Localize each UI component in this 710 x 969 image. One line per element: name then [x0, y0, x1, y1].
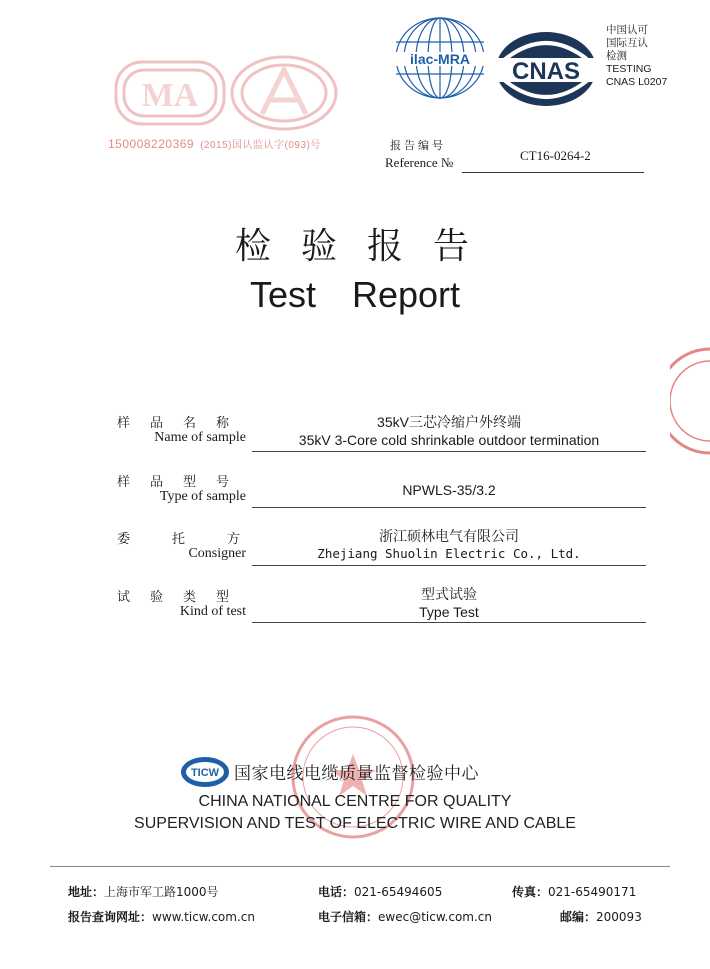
issuer-name-en-line1: CHINA NATIONAL CENTRE FOR QUALITY — [198, 793, 512, 810]
reference-label-en: Reference № — [385, 155, 454, 170]
field-label-en: Kind of test — [179, 604, 246, 619]
footer-fax: 传真：021-65490171 — [512, 885, 637, 899]
email-link[interactable]: ewec@ticw.com.cn — [378, 910, 493, 924]
sample-name-en: 35kV 3-Core cold shrinkable outdoor termination — [298, 432, 600, 448]
issuer-name-cn: 国家电线电缆质量监督检验中心 — [234, 764, 479, 784]
report-title-en: Test Report — [249, 274, 461, 315]
field-underline — [252, 507, 646, 508]
reference-number: CT16-0264-2 — [520, 148, 591, 163]
field-label-cn: 样品型号 — [117, 475, 250, 490]
field-label-cn: 样品名称 — [117, 416, 250, 431]
svg-text:ilac-MRA: ilac-MRA — [410, 51, 470, 67]
footer-website: 报告查询网址：www.ticw.com.cn — [68, 910, 255, 924]
test-kind-cn: 型式试验 — [421, 586, 477, 602]
footer-email: 电子信箱：ewec@ticw.com.cn — [318, 910, 493, 924]
website-link[interactable]: www.ticw.com.cn — [152, 910, 255, 924]
field-underline — [252, 451, 646, 452]
field-label-cn: 委托方 — [117, 532, 283, 547]
footer-divider — [50, 866, 670, 867]
field-underline — [252, 565, 646, 566]
svg-text:MA: MA — [141, 77, 199, 114]
consigner-en: Zhejiang Shuolin Electric Co., Ltd. — [317, 546, 581, 561]
cnas-accreditation-text: 中国认可 国际互认 检测 TESTING CNAS L0207 — [606, 24, 668, 88]
sample-name-cn: 35kV三芯冷缩户外终端 — [377, 414, 521, 430]
field-underline — [252, 622, 646, 623]
ilac-mra-logo-icon — [392, 12, 488, 102]
footer-address: 地址：上海市军工路1000号 — [68, 885, 219, 899]
sample-type-value: NPWLS-35/3.2 — [402, 482, 496, 498]
cma-number: 150008220369 (2015)国认监认字(093)号 — [108, 137, 321, 151]
footer-zip: 邮编：200093 — [560, 910, 642, 924]
ticw-logo-icon — [180, 756, 230, 788]
field-label-en: Type of sample — [159, 489, 246, 504]
field-label-en: Consigner — [188, 546, 246, 561]
consigner-cn: 浙江硕林电气有限公司 — [379, 528, 519, 544]
field-label-cn: 试验类型 — [117, 590, 250, 605]
cma-seal-icon — [112, 52, 342, 134]
svg-text:CNAS: CNAS — [511, 58, 581, 85]
reference-label-cn: 报告编号 — [390, 139, 446, 152]
side-seal-icon — [670, 345, 710, 457]
test-kind-en: Type Test — [419, 604, 479, 620]
cnas-logo-icon — [494, 30, 598, 108]
field-label-en: Name of sample — [154, 430, 246, 445]
reference-underline — [462, 172, 644, 173]
footer-phone: 电话：021-65494605 — [318, 885, 443, 899]
svg-text:TICW: TICW — [190, 767, 220, 779]
issuer-name-en-line2: SUPERVISION AND TEST OF ELECTRIC WIRE AND CABLE — [134, 815, 576, 832]
report-title-cn: 检验报告 — [234, 226, 499, 267]
